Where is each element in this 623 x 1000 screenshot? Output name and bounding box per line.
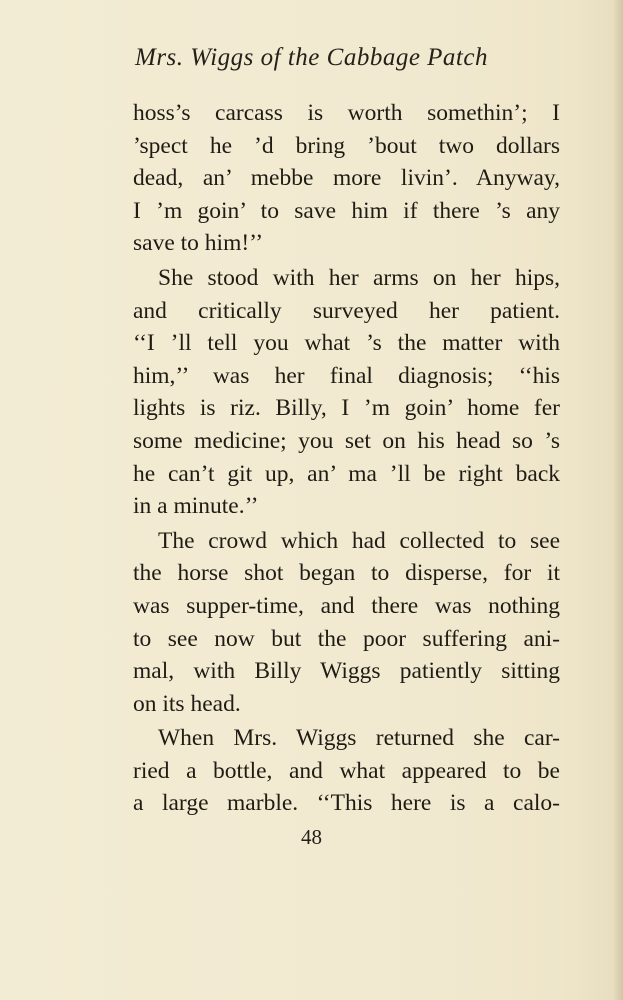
text-line: lights is riz. Billy, I ’m goin’ home fer — [133, 395, 560, 422]
text-line: When Mrs. Wiggs returned she car- — [158, 725, 560, 752]
text-line: ’spect he ’d bring ’bout two dollars — [133, 132, 560, 159]
text-line: the horse shot began to disperse, for it — [133, 560, 560, 587]
running-head: Mrs. Wiggs of the Cabbage Patch — [135, 44, 488, 71]
text-line: The crowd which had collected to see — [158, 527, 560, 554]
text-line: and critically surveyed her patient. — [133, 297, 560, 324]
page-number: 48 — [301, 825, 322, 849]
text-line: She stood with her arms on her hips, — [158, 264, 560, 291]
text-line: he can’t git up, an’ ma ’ll be right back — [133, 460, 560, 487]
text-line: a large marble. ‘‘This here is a calo- — [133, 790, 560, 817]
text-line: some medicine; you set on his head so ’s — [133, 427, 560, 454]
text-line: to see now but the poor suffering ani- — [133, 625, 560, 652]
text-line: on its head. — [133, 690, 241, 717]
text-line: ‘‘I ’ll tell you what ’s the matter with — [133, 330, 560, 357]
text-line: dead, an’ mebbe more livin’. Anyway, — [133, 165, 560, 192]
text-line: was supper-time, and there was nothing — [133, 592, 560, 619]
body-text — [133, 97, 560, 820]
page-edge-shadow — [613, 0, 623, 1000]
text-line: mal, with Billy Wiggs patiently sitting — [133, 658, 560, 685]
text-line: save to him!’’ — [133, 230, 264, 257]
text-line: I ’m goin’ to save him if there ’s any — [133, 197, 560, 224]
text-line: hoss’s carcass is worth somethin’; I — [133, 100, 560, 126]
text-line: in a minute.’’ — [133, 493, 259, 520]
text-line: him,’’ was her final diagnosis; ‘‘his — [133, 362, 560, 389]
text-line: ried a bottle, and what appeared to be — [133, 757, 560, 784]
